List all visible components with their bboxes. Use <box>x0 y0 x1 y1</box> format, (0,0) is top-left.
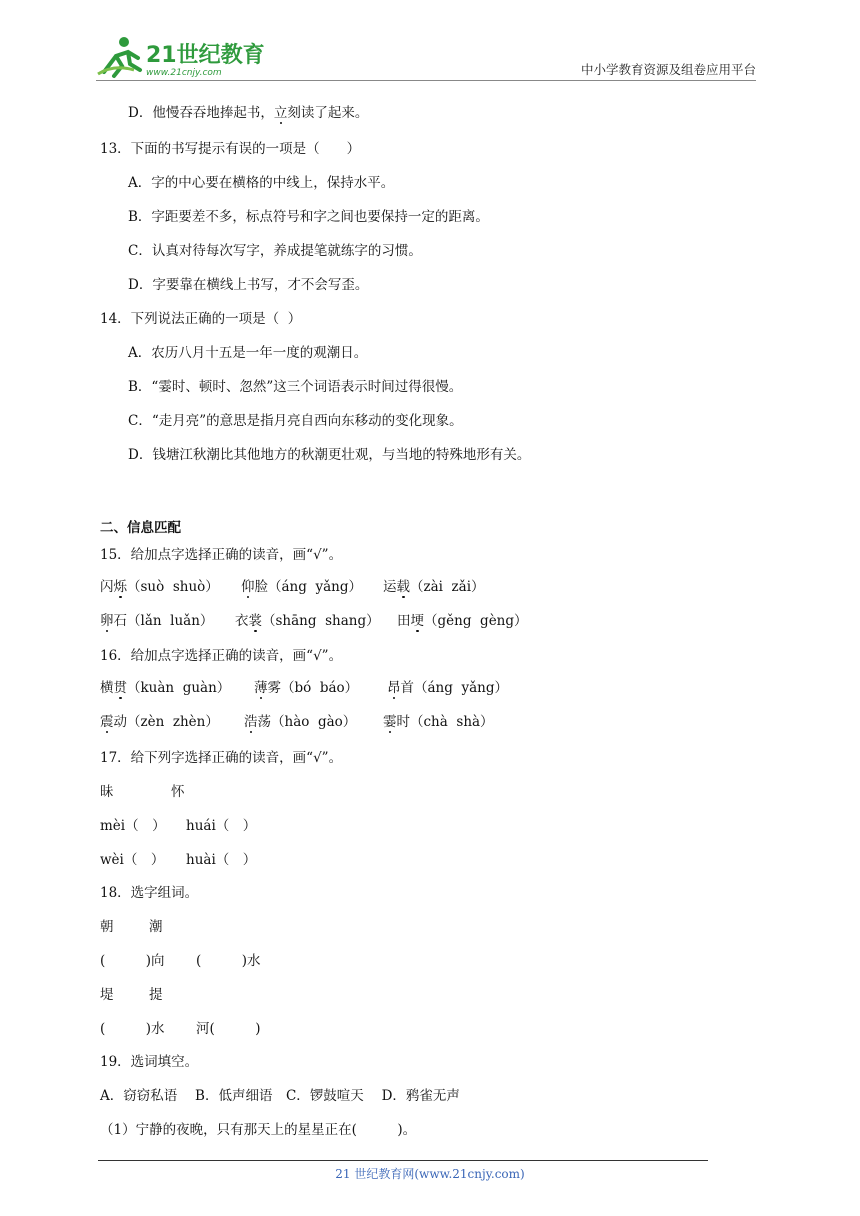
q17-choice: wèi（ ） <box>100 852 165 868</box>
q16-item: 霎时（chà shà） <box>383 714 494 730</box>
q14-stem: 14．下列说法正确的一项是（ ） <box>100 311 302 327</box>
q16-item: 昂首（áng yǎng） <box>387 680 508 696</box>
q14-option-c: C．“走月亮”的意思是指月亮自西向东移动的变化现象。 <box>128 413 463 429</box>
q19-sentence-1: （1）宁静的夜晚，只有那天上的星星正在( )。 <box>100 1122 417 1138</box>
site-logo <box>94 34 264 80</box>
q16-item: 浩荡（hào gào） <box>244 714 357 730</box>
q18-blank: ( )向 <box>100 953 165 969</box>
runner-logo-icon <box>94 34 264 80</box>
q19-stem: 19．选词填空。 <box>100 1054 199 1070</box>
section-title: 二、信息匹配 <box>100 520 181 536</box>
q17-stem: 17．给下列字选择正确的读音，画“√”。 <box>100 750 343 766</box>
q17-choice: huài（ ） <box>186 852 257 868</box>
q12-option-d: D．他慢吞吞地捧起书，立刻读了起来。 <box>128 105 369 121</box>
q18-blank: ( )水 <box>100 1021 165 1037</box>
q14-option-a: A．农历八月十五是一年一度的观潮日。 <box>128 345 368 361</box>
q18-blank: ( )水 <box>196 953 261 969</box>
q18-char: 堤 <box>100 987 114 1003</box>
svg-text:21世纪教育: 21世纪教育 <box>146 43 264 68</box>
q18-stem: 18．选字组词。 <box>100 885 199 901</box>
q18-char: 潮 <box>149 919 163 935</box>
q16-item: 横贯（kuàn guàn） <box>100 680 231 696</box>
header-divider <box>96 80 756 81</box>
q13-option-d: D．字要靠在横线上书写，才不会写歪。 <box>128 277 369 293</box>
q13-option-a: A．字的中心要在横格的中线上，保持水平。 <box>128 175 395 191</box>
q17-choice: huái（ ） <box>186 818 257 834</box>
header-platform-text: 中小学教育资源及组卷应用平台 <box>580 62 756 77</box>
q15-stem: 15．给加点字选择正确的读音，画“√”。 <box>100 547 343 563</box>
q15-item: 运载（zài zǎi） <box>383 579 485 595</box>
q18-blank: 河( ) <box>196 1021 261 1037</box>
q16-item: 震动（zèn zhèn） <box>100 714 219 730</box>
q18-char: 朝 <box>100 919 114 935</box>
q14-option-b: B．“霎时、顿时、忽然”这三个词语表示时间过得很慢。 <box>128 379 463 395</box>
q15-item: 闪烁（suò shuò） <box>100 579 219 595</box>
q15-item: 卵石（lǎn luǎn） <box>100 613 214 629</box>
q18-char: 提 <box>149 987 163 1003</box>
q16-item: 薄雾（bó báo） <box>254 680 359 696</box>
q13-option-b: B．字距要差不多，标点符号和字之间也要保持一定的距离。 <box>128 209 489 225</box>
footer-divider <box>98 1160 708 1161</box>
q13-option-c: C．认真对待每次写字，养成提笔就练字的习惯。 <box>128 243 422 259</box>
q15-item: 田埂（gěng gèng） <box>397 613 528 629</box>
q17-choice: mèi（ ） <box>100 818 166 834</box>
q17-char: 怀 <box>171 784 185 800</box>
q16-stem: 16．给加点字选择正确的读音，画“√”。 <box>100 648 343 664</box>
q15-item: 衣裳（shāng shang） <box>235 613 380 629</box>
q15-item: 仰脸（áng yǎng） <box>241 579 362 595</box>
q14-option-d: D．钱塘江秋潮比其他地方的秋潮更壮观，与当地的特殊地形有关。 <box>128 447 531 463</box>
svg-text:www.21cnjy.com: www.21cnjy.com <box>146 68 222 78</box>
footer-link[interactable]: 21 世纪教育网(www.21cnjy.com) <box>335 1167 525 1181</box>
q19-options: A．窃窃私语 B．低声细语 C．锣鼓喧天 D．鸦雀无声 <box>100 1088 460 1104</box>
q17-char: 昧 <box>100 784 114 800</box>
q13-stem: 13．下面的书写提示有误的一项是（ ） <box>100 141 361 157</box>
